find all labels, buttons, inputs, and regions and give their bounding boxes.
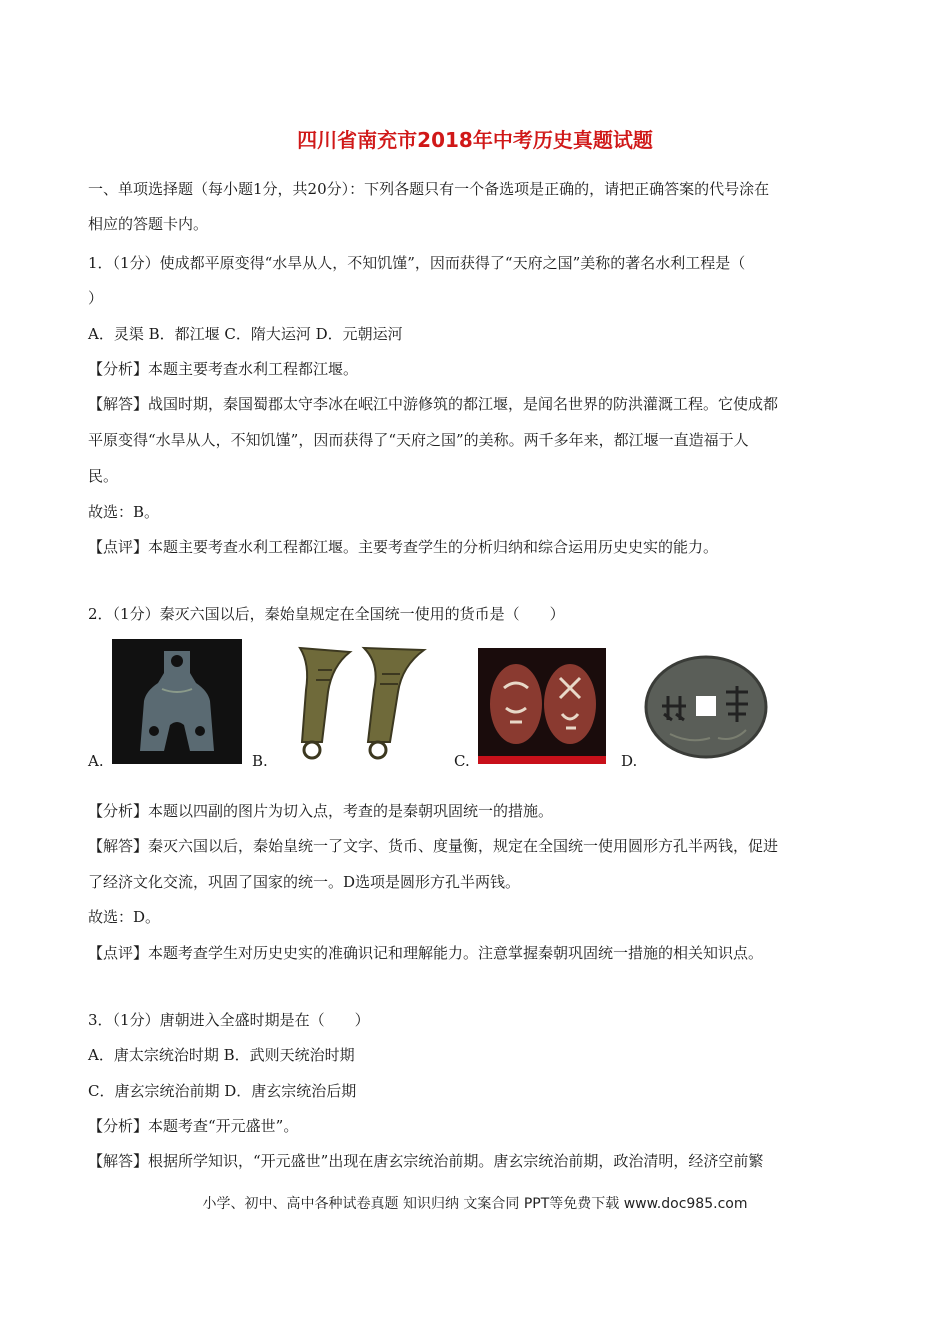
q1-analysis: 【分析】本题主要考查水利工程都江堰。 <box>88 360 359 378</box>
q2-analysis: 【分析】本题以四副的图片为切入点，考查的是秦朝巩固统一的措施。 <box>88 802 554 820</box>
q2-answer-line-2: 了经济文化交流，巩固了国家的统一。D选项是圆形方孔半两钱。 <box>88 873 521 891</box>
intro-line-1: 一、单项选择题（每小题1分，共20分）：下列各题只有一个备选项是正确的，请把正确答案的代号涂在 <box>88 180 770 198</box>
ant-nose-coins-image <box>478 648 606 764</box>
page-title: 四川省南充市2018年中考历史真题试题 <box>297 128 653 152</box>
q1-answer-line-3: 民。 <box>88 467 119 485</box>
page-footer: 小学、初中、高中各种试卷真题 知识归纳 文案合同 PPT等免费下载 www.doc985.com <box>202 1196 748 1212</box>
intro-line-2: 相应的答题卡内。 <box>88 215 209 233</box>
q2-comment: 【点评】本题考查学生对历史史实的准确识记和理解能力。注意掌握秦朝巩固统一措施的相关知识点。 <box>88 944 764 962</box>
q1-stem-line-1: 1．（1分）使成都平原变得“水旱从人，不知饥馑”，因而获得了“天府之国”美称的著名水利工程是（ <box>88 254 746 272</box>
q2-option-a-label: A. <box>88 752 104 770</box>
knife-coins-image <box>272 640 438 760</box>
q3-analysis: 【分析】本题考查“开元盛世”。 <box>88 1117 299 1135</box>
q2-answer-line-1: 【解答】秦灭六国以后，秦始皇统一了文字、货币、度量衡，规定在全国统一使用圆形方孔半两钱，促进 <box>88 837 779 855</box>
q2-stem: 2．（1分）秦灭六国以后，秦始皇规定在全国统一使用的货币是（ ） <box>88 605 565 623</box>
q1-answer-line-1: 【解答】战国时期，秦国蜀郡太守李冰在岷江中游修筑的都江堰，是闻名世界的防洪灌溉工程。它使成都 <box>88 395 779 413</box>
spade-coin-image <box>112 639 242 764</box>
q1-answer-line-2: 平原变得“水旱从人，不知饥馑”，因而获得了“天府之国”的美称。两千多年来，都江堰一直造福于人 <box>88 431 749 449</box>
q1-comment: 【点评】本题主要考查水利工程都江堰。主要考查学生的分析归纳和综合运用历史史实的能力。 <box>88 538 719 556</box>
q3-answer-line-1: 【解答】根据所学知识，“开元盛世”出现在唐玄宗统治前期。唐玄宗统治前期，政治清明，经济空前繁 <box>88 1152 764 1170</box>
q3-options-line-1: A．唐太宗统治时期 B．武则天统治时期 <box>88 1046 355 1064</box>
q3-stem: 3．（1分）唐朝进入全盛时期是在（ ） <box>88 1011 370 1029</box>
q1-options: A．灵渠 B．都江堰 C．隋大运河 D．元朝运河 <box>88 325 403 343</box>
q2-option-c-label: C. <box>454 752 470 770</box>
q1-choice: 故选：B。 <box>88 503 160 521</box>
q2-option-d-label: D. <box>621 752 638 770</box>
q1-stem-line-2: ） <box>88 289 104 307</box>
q2-option-b-label: B. <box>252 752 268 770</box>
q3-options-line-2: C．唐玄宗统治前期 D．唐玄宗统治后期 <box>88 1082 357 1100</box>
q2-choice: 故选：D。 <box>88 908 161 926</box>
banliang-coin-image <box>640 652 772 762</box>
